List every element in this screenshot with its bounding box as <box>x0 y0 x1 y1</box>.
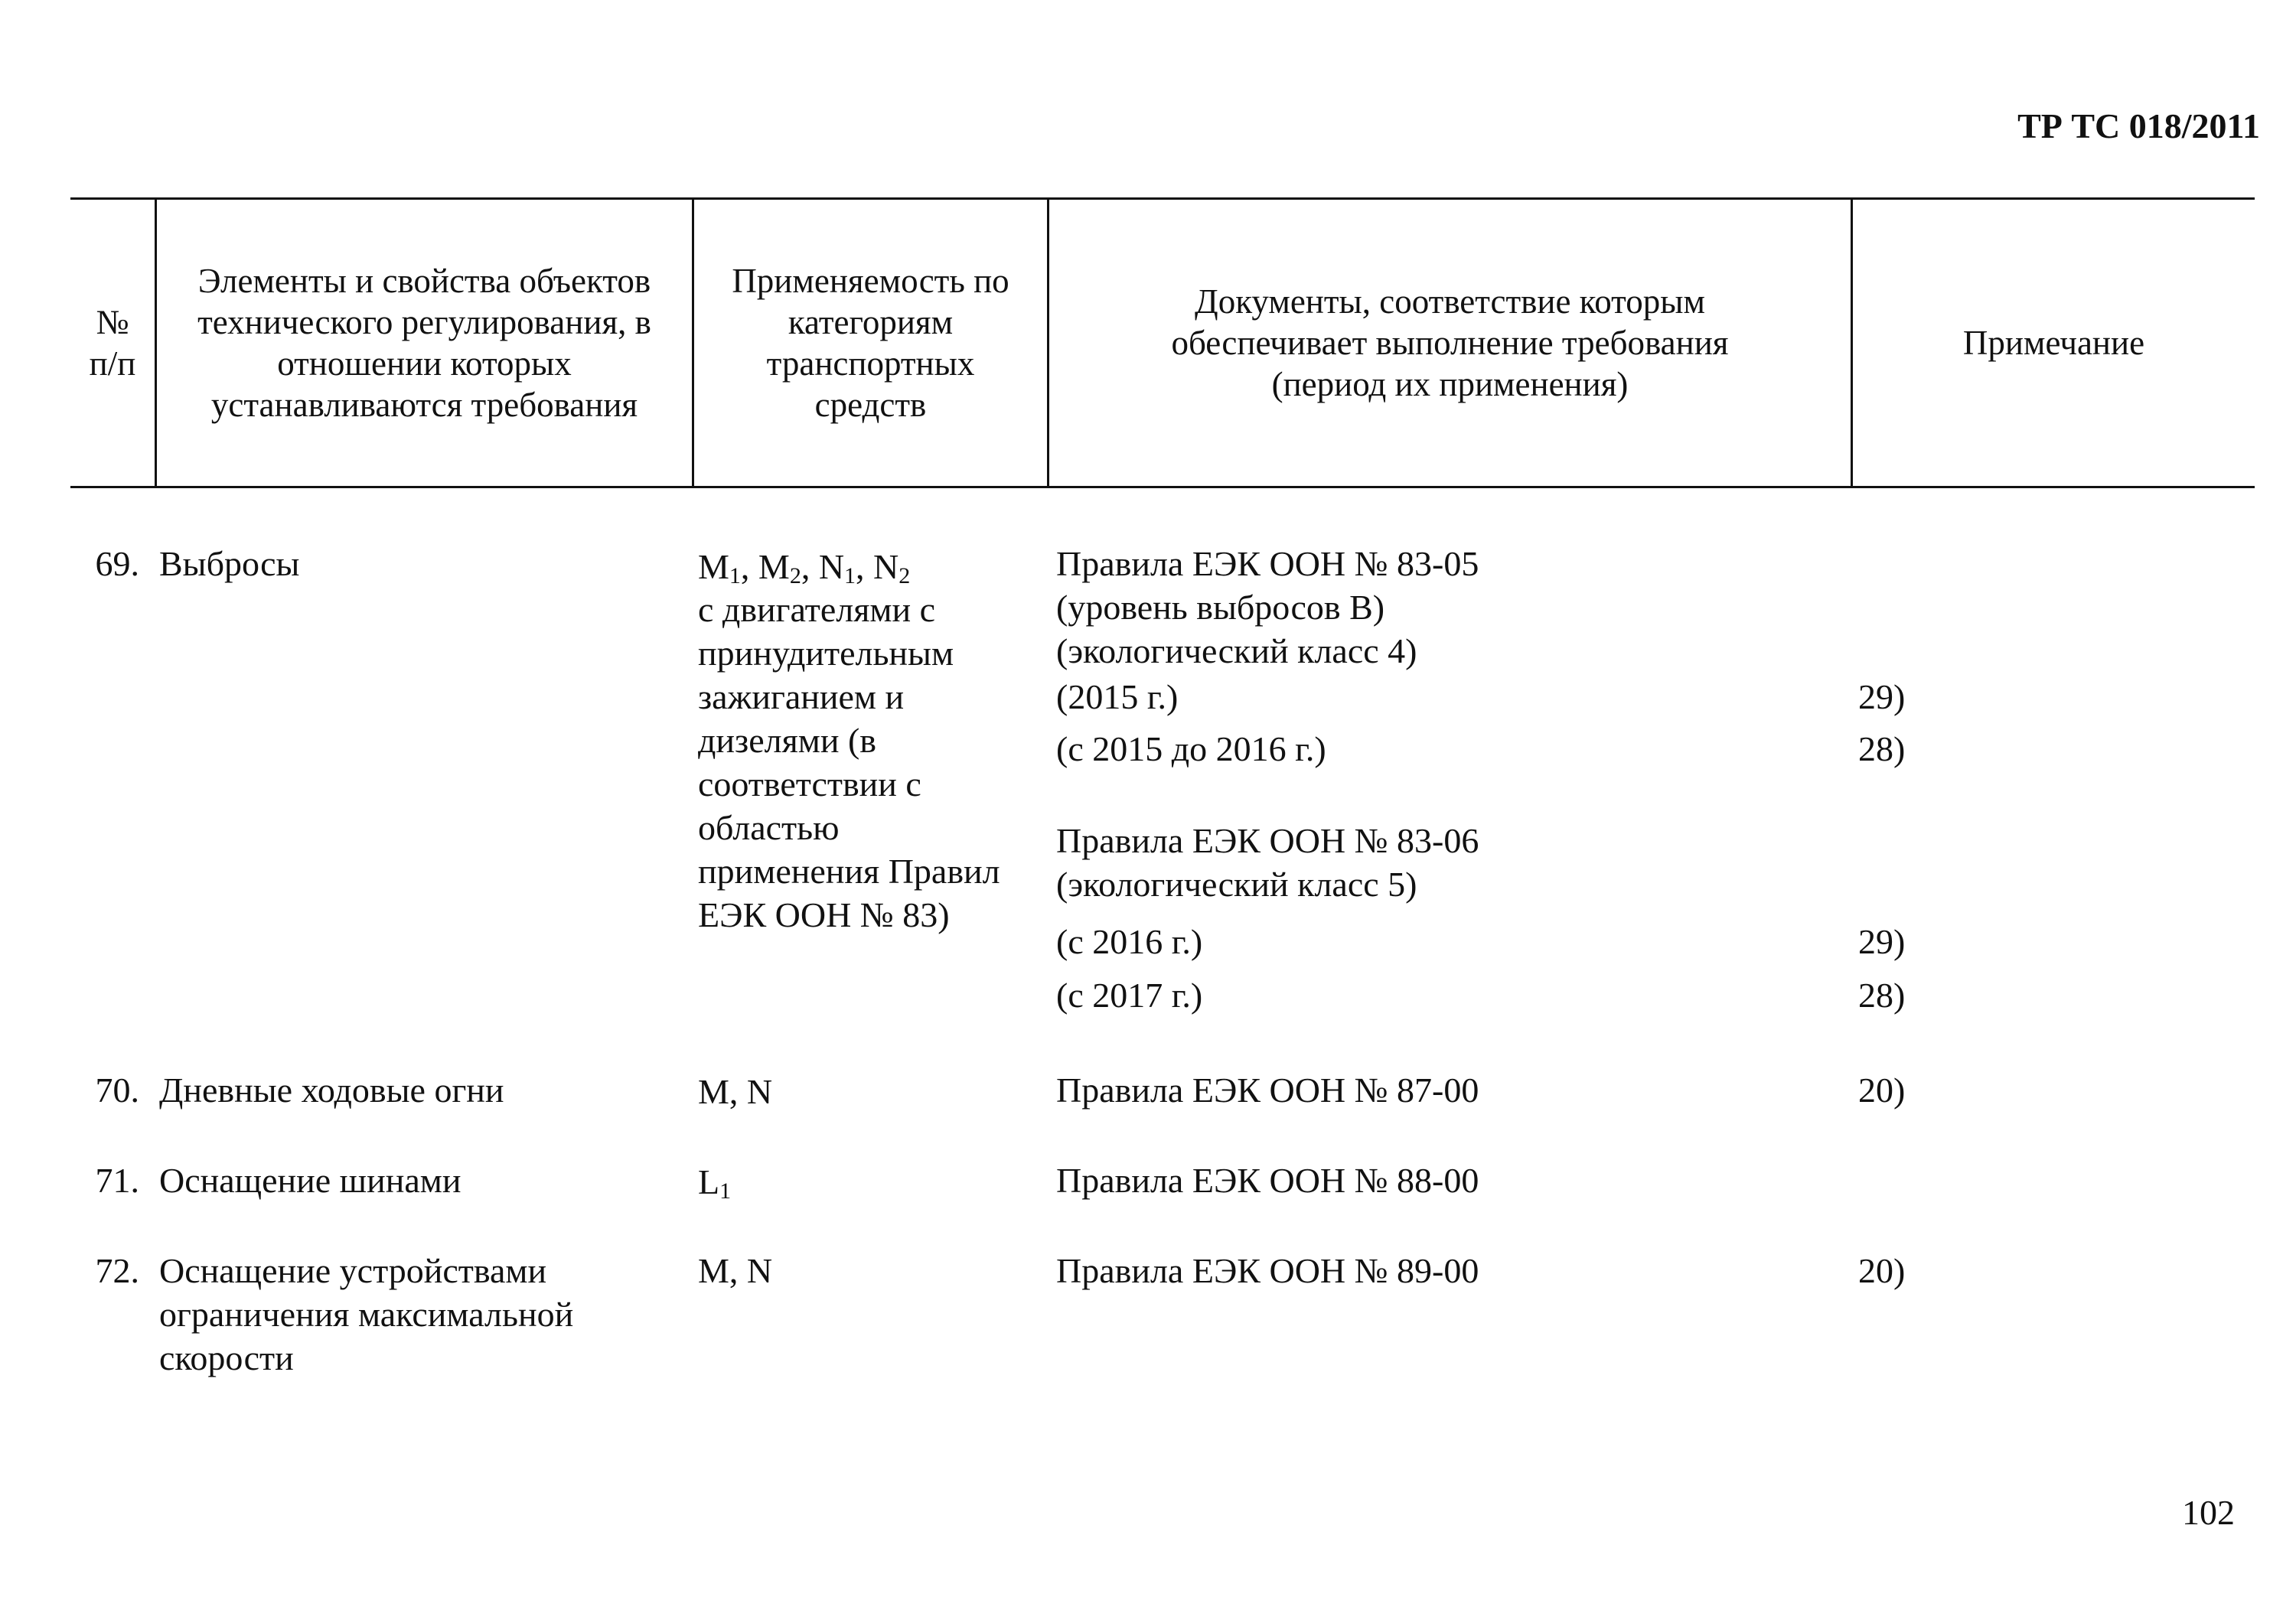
column-header-note: Примечание <box>1962 324 2145 362</box>
row-document: Правила ЕЭК ООН № 89-00 <box>1056 1251 1479 1290</box>
column-header-categories: Применяемость по категориям транспортных средств <box>732 262 1009 424</box>
document-code: ТР ТС 018/2011 <box>2017 106 2260 145</box>
row-document: (2015 г.) <box>1056 677 1179 716</box>
row-note: 20) <box>1858 1251 1906 1290</box>
column-header-elements: Элементы и свойства объектов технического регулирования, в отношении которых устанавливаются требования <box>197 262 651 424</box>
row-document: Правила ЕЭК ООН № 87-00 <box>1056 1071 1479 1110</box>
column-header-documents: Документы, соответствие которым обеспечивает выполнение требования (период их применения) <box>1171 282 1729 403</box>
row-document: Правила ЕЭК ООН № 83-06 (экологический класс 5) <box>1056 821 1479 904</box>
row-note: 29) <box>1858 677 1906 716</box>
row-element: Дневные ходовые огни <box>159 1071 504 1110</box>
row-categories-main: $M_1$, $M_2$, $N_1$, $N_2$ <box>698 547 911 588</box>
row-note: 28) <box>1858 976 1906 1015</box>
row-document: Правила ЕЭК ООН № 88-00 <box>1056 1161 1479 1200</box>
row-document: Правила ЕЭК ООН № 83-05 (уровень выбросов B) (экологический класс 4) <box>1056 544 1479 670</box>
row-note: 28) <box>1858 729 1906 768</box>
row-categories: $L_1$ <box>698 1162 732 1204</box>
row-document: (с 2016 г.) <box>1056 922 1203 961</box>
row-number: 70. <box>95 1071 139 1110</box>
row-document: (с 2015 до 2016 г.) <box>1056 729 1326 768</box>
row-element: Выбросы <box>159 544 300 583</box>
row-categories: с двигателями с принудительным зажиганием и дизелями (в соответствии с областью применения Правил ЕЭК ООН № 83) <box>698 590 1000 934</box>
row-categories: M, N <box>698 1072 773 1111</box>
row-document: (с 2017 г.) <box>1056 976 1203 1015</box>
row-number: 72. <box>95 1251 139 1290</box>
column-header-number: № п/п <box>89 303 136 383</box>
page-number: 102 <box>2182 1493 2235 1532</box>
row-number: 69. <box>95 544 139 583</box>
row-note: 29) <box>1858 922 1906 961</box>
row-note: 20) <box>1858 1071 1906 1110</box>
row-element: Оснащение шинами <box>159 1161 461 1200</box>
row-element: Оснащение устройствами ограничения максимальной скорости <box>159 1251 574 1377</box>
row-number: 71. <box>95 1161 139 1200</box>
row-categories: M, N <box>698 1251 773 1290</box>
